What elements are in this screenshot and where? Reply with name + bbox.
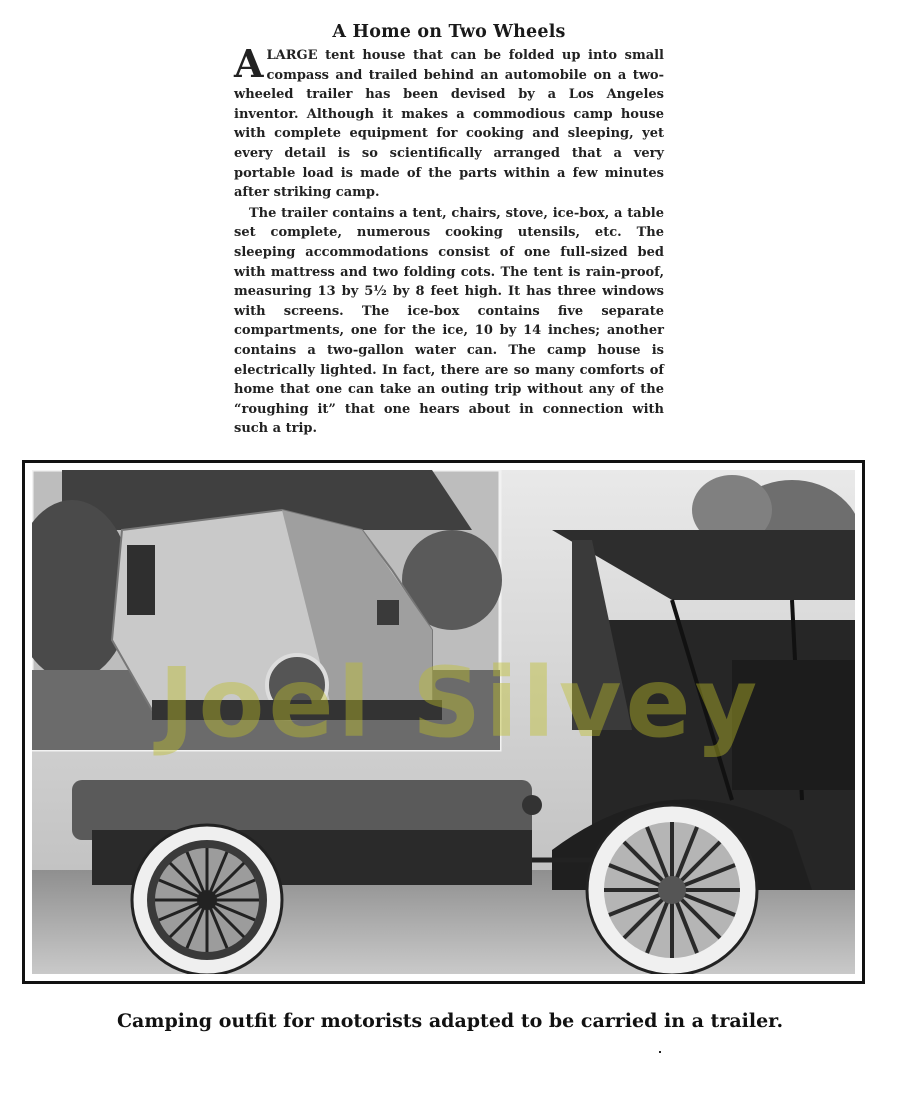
photo-frame xyxy=(22,460,865,984)
photo xyxy=(32,470,855,974)
trailer-wheel xyxy=(132,825,282,974)
print-speck xyxy=(659,1051,661,1053)
article-paragraph-2: The trailer contains a tent, chairs, stove, ice-box, a table set complete, numerous cooking utensils, etc. The sleeping accommodations consist of one full-sized bed with mattress and two folding cots. The tent is rain-proof, measuring 13 by 5½ by 8 feet high. It has three windows with screens. The ice-box contains five separate compartments, one for the ice, 10 by 14 inches; another contains a two-gallon water can. The camp house is electrically lighted. In fact, there are so many comforts of home that one can take an outing trip without any of the “roughing it” that one hears about in connection with such a trip. xyxy=(234,205,664,437)
paragraph-1-text: LARGE tent house that can be folded up into small compass and trailed behind an automobile on a two-wheeled trailer has been devised by a Los Angeles inventor. Although it makes a commodious camp house with complete equipment for cooking and sleeping, yet every detail is so scientifically arranged that a very portable load is made of the parts within a few minutes after striking camp. xyxy=(234,48,664,201)
figure-caption: Camping outfit for motorists adapted to be carried in a trailer. xyxy=(116,1010,784,1032)
drop-cap: A xyxy=(234,41,264,86)
car-wheel xyxy=(587,805,757,974)
article-title: A Home on Two Wheels xyxy=(332,22,566,42)
article xyxy=(234,22,664,439)
inset-tent-photo xyxy=(32,470,502,750)
article-paragraph-1 xyxy=(234,41,664,203)
watermark: Joel Silvey xyxy=(158,647,762,759)
trailer-photo xyxy=(32,470,855,974)
